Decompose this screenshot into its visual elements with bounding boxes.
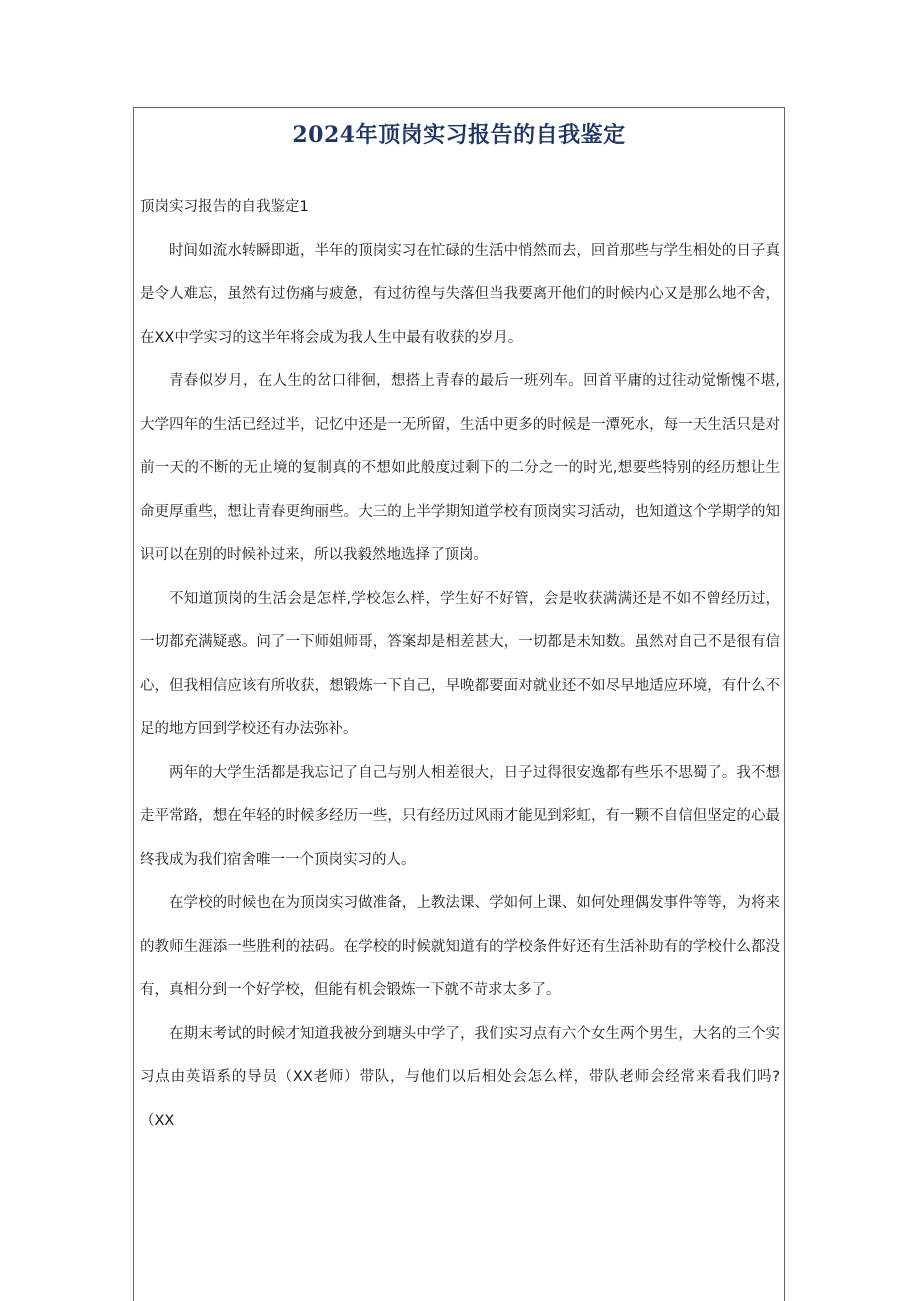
paragraph-4: 两年的大学生活都是我忘记了自己与别人相差很大，日子过得很安逸都有些乐不思蜀了。我不想走平常路，想在年轻的时候多经历一些，只有经历过风雨才能见到彩虹，有一颗不自信但坚定的心最终我成为我们宿舍唯一一个顶岗实习的人。 — [140, 764, 780, 868]
section-heading: 顶岗实习报告的自我鉴定1 — [140, 199, 309, 215]
paragraph-5: 在学校的时候也在为顶岗实习做准备，上教法课、学如何上课、如何处理偶发事件等等，为将来的教师生涯添一些胜利的祛码。在学校的时候就知道有的学校条件好还有生活补助有的学校什么都没有，真相分到一个好学校，但能有机会锻炼一下就不苛求太多了。 — [140, 895, 780, 998]
document-body — [140, 186, 780, 1143]
document-title: 2024年顶岗实习报告的自我鉴定 — [292, 122, 626, 148]
paragraph-1: 时间如流水转瞬即逝，半年的顶岗实习在忙碌的生活中悄然而去，回首那些与学生相处的日子真是令人难忘，虽然有过伤痛与疲惫，有过彷徨与失落但当我要离开他们的时候内心又是那么地不舍，在XX中学实习的这半年将会成为我人生中最有收获的岁月。 — [140, 242, 780, 346]
document-page — [133, 107, 785, 1301]
paragraph-2: 青春似岁月，在人生的岔口徘徊，想搭上青春的最后一班列车。回首平庸的过往动觉惭愧不堪,大学四年的生活已经过半，记忆中还是一无所留，生活中更多的时候是一潭死水，每一天生活只是对前一天的不断的无止境的复制真的不想如此般度过剩下的二分之一的时光,想要些特别的经历想让生命更厚重些，想让青春更绚丽些。大三的上半学期知道学校有顶岗实习活动，也知道这个学期学的知识可以在别的时候补过来，所以我毅然地选择了顶岗。 — [140, 373, 780, 563]
paragraph-6: 在期末考试的时候才知道我被分到塘头中学了，我们实习点有六个女生两个男生，大名的三个实习点由英语系的导员（XX老师）带队，与他们以后相处会怎么样，带队老师会经常来看我们吗?（XX — [140, 1025, 780, 1129]
paragraph-3: 不知道顶岗的生活会是怎样,学校怎么样，学生好不好管，会是收获满满还是不如不曾经历过，一切都充满疑惑。问了一下师姐师哥，答案却是相差甚大，一切都是未知数。虽然对自己不是很有信心，但我相信应该有所收获，想锻炼一下自己，早晚都要面对就业还不如尽早地适应环境，有什么不足的地方回到学校还有办法弥补。 — [140, 590, 780, 737]
